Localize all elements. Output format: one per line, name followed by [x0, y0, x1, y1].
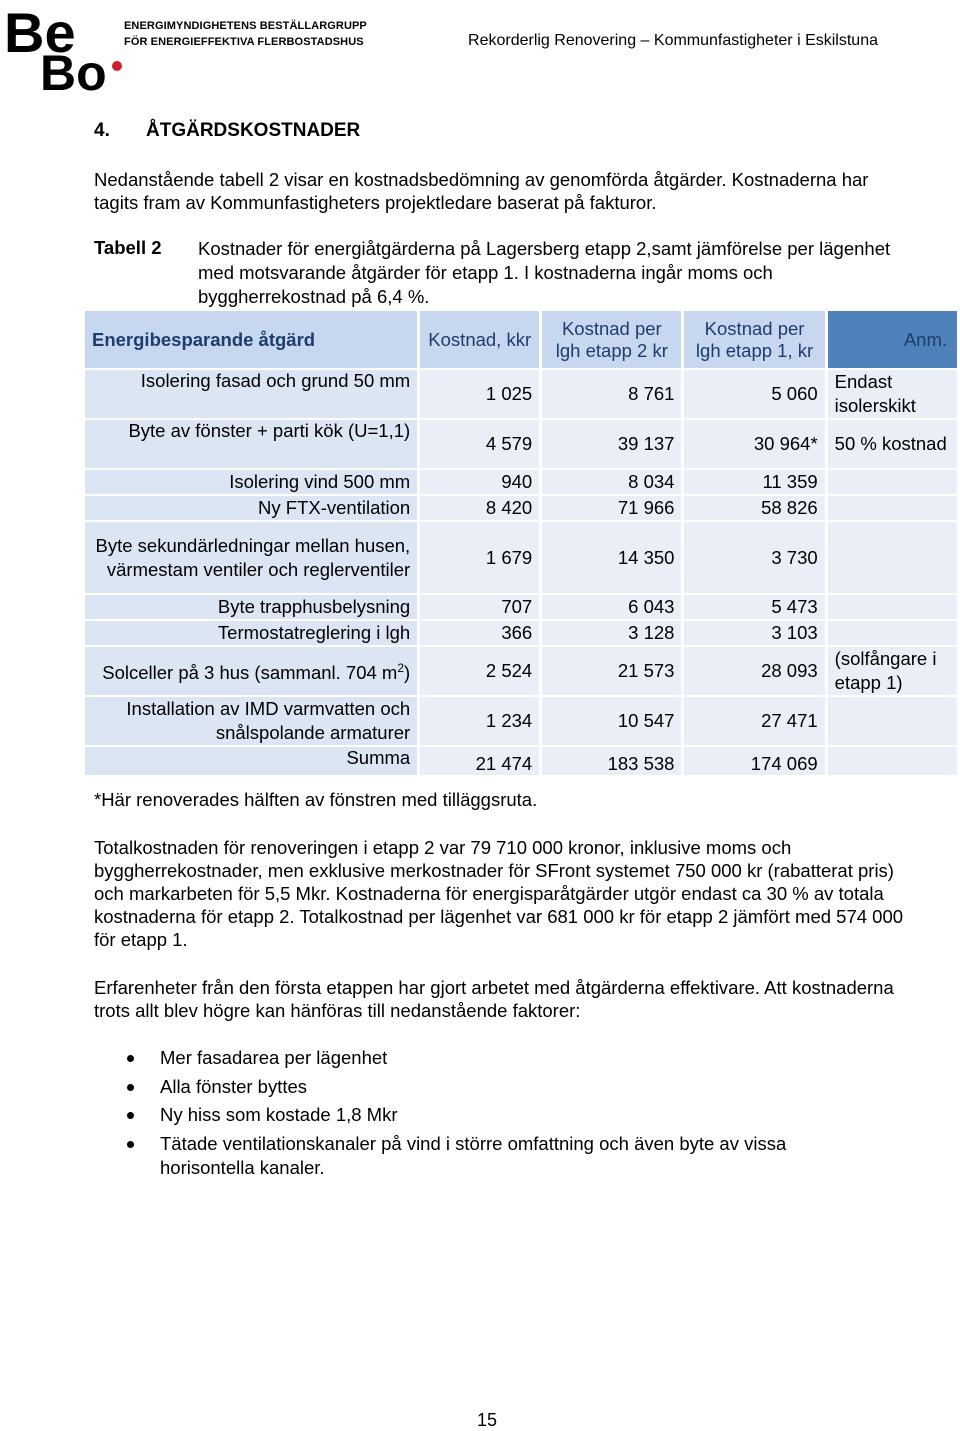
row-cost-etapp1: 58 826 [684, 496, 824, 520]
list-item-text: Alla fönster byttes [160, 1075, 308, 1097]
total-note [828, 747, 957, 775]
row-cost-etapp1: 3 103 [684, 621, 824, 645]
row-measure: Isolering fasad och grund 50 mm [85, 370, 417, 418]
row-measure: Solceller på 3 hus (sammanl. 704 $m^2$) [85, 647, 417, 695]
row-cost-etapp1: 11 359 [684, 470, 824, 494]
list-item-text: Mer fasadarea per lägenhet [160, 1047, 388, 1068]
cost-paragraph: Totalkostnaden för renoveringen i etapp 2 var 79 710 000 kronor, inklusive moms och byggherrekostnader, men exklusive merkostnader för SFront systemet 750 000 kr (rabatterat pris) och markarbeten för 5,5 Mkr. Kostnaderna för energisparåtgärder utgör endast ca 30 % av totala kostnaderna för etapp 2. Totalkostnad per lägenhet var 681 000 kr för etapp 2 jämfört med 574 000 för etapp 1. [94, 837, 904, 950]
table-total-row [85, 747, 957, 775]
row-note [828, 522, 957, 593]
row-cost-etapp2: 10 547 [542, 697, 681, 745]
row-note: 50 % kostnad [828, 420, 957, 468]
row-measure: Byte trapphusbelysning [85, 595, 417, 619]
row-cost: 2 524 [420, 647, 539, 695]
row-cost-etapp2: 14 350 [542, 522, 681, 593]
header-cost: Kostnad, kkr [420, 311, 539, 368]
org-line-2: FÖR ENERGIEFFEKTIVA FLERBOSTADSHUS [124, 36, 364, 48]
row-measure: Termostatreglering i lgh [85, 621, 417, 645]
row-note [828, 595, 957, 619]
header-note: Anm. [828, 311, 957, 368]
row-measure: Ny FTX-ventilation [85, 496, 417, 520]
table-row [85, 697, 957, 745]
svg-text:Be: Be [4, 4, 76, 64]
section-title: ÅTGÄRDSKOSTNADER [146, 120, 361, 141]
row-note: Endast isolerskikt [828, 370, 957, 418]
row-cost-etapp2: 8 034 [542, 470, 681, 494]
row-note [828, 621, 957, 645]
row-measure: Byte sekundärledningar mellan husen, värmestam ventiler och reglerventiler [85, 522, 417, 593]
row-cost: 1 234 [420, 697, 539, 745]
row-measure: Installation av IMD varmvatten och snålspolande armaturer [85, 697, 417, 745]
row-cost: 366 [420, 621, 539, 645]
row-cost-etapp2: 3 128 [542, 621, 681, 645]
row-cost: 940 [420, 470, 539, 494]
table-row [85, 420, 957, 468]
bullet-icon [127, 1084, 134, 1091]
row-cost-etapp2: 8 761 [542, 370, 681, 418]
intro-paragraph: Nedanstående tabell 2 visar en kostnadsbedömning av genomförda åtgärder. Kostnaderna har tagits fram av Kommunfastigheters projektledare baserat på fakturor. [94, 169, 869, 213]
table-header-row [85, 311, 957, 368]
header-cost-etapp2: Kostnad per lgh etapp 2 kr [542, 311, 681, 368]
bullet-icon [127, 1112, 134, 1119]
row-cost-etapp1: 5 473 [684, 595, 824, 619]
table-row [85, 621, 957, 645]
row-cost: 1 025 [420, 370, 539, 418]
section-number: 4. [94, 120, 110, 141]
section-heading [94, 120, 360, 142]
row-note [828, 697, 957, 745]
list-item-text: Ny hiss som kostade 1,8 Mkr [160, 1104, 398, 1125]
table-row [85, 595, 957, 619]
table-row [85, 496, 957, 520]
row-note [828, 470, 957, 494]
svg-text:Bo: Bo [40, 45, 107, 92]
header-cost-etapp1: Kostnad per lgh etapp 1, kr [684, 311, 824, 368]
row-cost-etapp1: 28 093 [684, 647, 824, 695]
cost-table [82, 309, 960, 777]
list-item [94, 1046, 880, 1070]
table-row [85, 470, 957, 494]
row-cost-etapp2: 6 043 [542, 595, 681, 619]
org-name [124, 18, 367, 50]
page-number: 15 [476, 1410, 498, 1430]
row-measure: Byte av fönster + parti kök (U=1,1) [85, 420, 417, 468]
list-item-text: Tätade ventilationskanaler på vind i större omfattning och även byte av vissa horisontella kanaler. [160, 1132, 787, 1178]
row-note [828, 496, 957, 520]
row-cost-etapp2: 39 137 [542, 420, 681, 468]
list-item [94, 1132, 880, 1180]
table-row [85, 370, 957, 418]
row-measure: Isolering vind 500 mm [85, 470, 417, 494]
factor-list [94, 1046, 880, 1184]
row-cost-etapp1: 5 060 [684, 370, 824, 418]
row-cost-etapp2: 71 966 [542, 496, 681, 520]
row-cost: 4 579 [420, 420, 539, 468]
list-item [94, 1075, 880, 1099]
row-cost: 707 [420, 595, 539, 619]
bullet-icon [127, 1055, 134, 1062]
header-measure: Energibesparande åtgärd [85, 311, 417, 368]
total-cost: 21 474 [420, 747, 539, 775]
table-footnote: *Här renoverades hälften av fönstren med tilläggsruta. [94, 789, 538, 810]
bullet-icon [127, 1141, 134, 1148]
row-note: (solfångare i etapp 1) [828, 647, 957, 695]
row-cost: 8 420 [420, 496, 539, 520]
bebo-logo [4, 4, 126, 92]
running-title: Rekorderlig Renovering – Kommunfastigheter i Eskilstuna [468, 32, 878, 49]
total-cost-etapp2: 183 538 [542, 747, 681, 775]
total-cost-etapp1: 174 069 [684, 747, 824, 775]
row-cost: 1 679 [420, 522, 539, 593]
row-cost-etapp1: 30 964* [684, 420, 824, 468]
table-row [85, 522, 957, 593]
table-caption-text: Kostnader för energiåtgärderna på Lagersberg etapp 2,samt jämförelse per lägenhet med motsvarande åtgärder för etapp 1. I kostnaderna ingår moms och byggherrekostnad på 6,4 %. [198, 238, 891, 307]
experience-paragraph: Erfarenheter från den första etappen har gjort arbetet med åtgärderna effektivare. Att kostnaderna trots allt blev högre kan hänföras till nedanstående faktorer: [94, 977, 894, 1021]
org-line-1: ENERGIMYNDIGHETENS BESTÄLLARGRUPP [124, 20, 367, 32]
list-item [94, 1103, 880, 1127]
row-cost-etapp2: 21 573 [542, 647, 681, 695]
row-cost-etapp1: 27 471 [684, 697, 824, 745]
table-caption-label: Tabell 2 [94, 237, 162, 258]
total-label: Summa [85, 747, 417, 775]
table-row [85, 647, 957, 695]
row-cost-etapp1: 3 730 [684, 522, 824, 593]
